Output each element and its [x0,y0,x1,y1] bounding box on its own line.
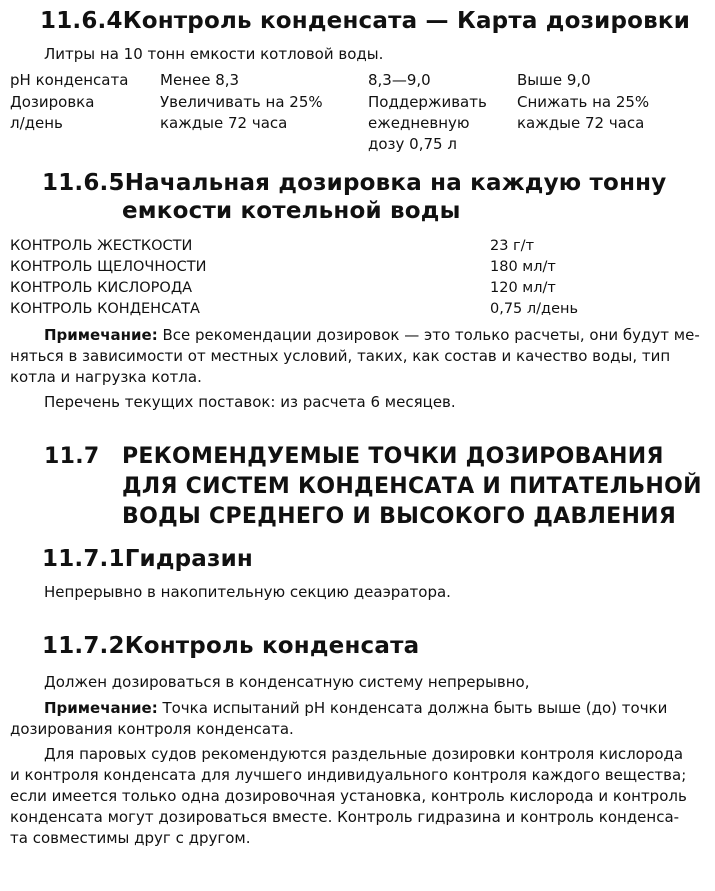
note-text: Все рекомендации дозировок — это только расчеты, они будут ме- [157,326,700,344]
table-cell: л/день [10,114,63,132]
heading-11-7-1: 11.7.1Гидразин [42,546,253,572]
section-number-11-7: 11.7 [44,444,100,469]
table-cell: Выше 9,0 [517,71,591,89]
table-cell: каждые 72 часа [160,114,288,132]
table-cell: Снижать на 25% [517,93,650,111]
intro-text: Литры на 10 тонн емкости котловой воды. [44,45,384,63]
note-text: Точка испытаний рН конденсата должна быть выше (до) точки [157,699,668,717]
hydrazine-text: Непрерывно в накопительную секцию деаэратора. [44,583,451,601]
paragraph-line: если имеется только одна дозировочная установка, контроль кислорода и контроль [10,787,687,805]
list-item-value: 120 мл/т [490,280,556,296]
table-cell: 8,3—9,0 [368,71,431,89]
note-line: котла и нагрузка котла. [10,368,202,386]
supplies-text: Перечень текущих поставок: из расчета 6 месяцев. [44,393,456,411]
paragraph-line: та совместимы друг с другом. [10,829,251,847]
section-title-line: ВОДЫ СРЕДНЕГО И ВЫСОКОГО ДАВЛЕНИЯ [122,504,677,529]
list-item-name: КОНТРОЛЬ КИСЛОРОДА [10,280,193,296]
list-item-value: 0,75 л/день [490,301,579,317]
section-title-line: РЕКОМЕНДУЕМЫЕ ТОЧКИ ДОЗИРОВАНИЯ [122,444,664,469]
table-cell: ежедневную [368,114,470,132]
list-item-name: КОНТРОЛЬ ЩЕЛОЧНОСТИ [10,259,207,275]
condensate-text: Должен дозироваться в конденсатную систему непрерывно, [44,673,530,691]
list-item-value: 23 г/т [490,238,535,254]
note-label: Примечание: [44,326,158,344]
table-cell: рН конденсата [10,71,129,89]
list-item-name: КОНТРОЛЬ КОНДЕНСАТА [10,301,200,317]
table-cell: Менее 8,3 [160,71,240,89]
table-cell: Дозировка [10,93,95,111]
note-line: дозирования контроля конденсата. [10,720,294,738]
paragraph-line: конденсата могут дозироваться вместе. Контроль гидразина и контроль конденса- [10,808,680,826]
heading-11-6-4: 11.6.4Контроль конденсата — Карта дозировки [40,8,691,34]
paragraph-line: и контроля конденсата для лучшего индивидуального контроля каждого вещества; [10,766,687,784]
heading-11-6-5-line1: 11.6.5Начальная дозировка на каждую тонну [42,170,667,196]
note-line: няться в зависимости от местных условий, таких, как состав и качество воды, тип [10,347,671,365]
table-cell: дозу 0,75 л [368,135,457,153]
heading-11-7-2: 11.7.2Контроль конденсата [42,633,420,659]
table-cell: Увеличивать на 25% [160,93,323,111]
note-line [44,325,700,346]
section-title-line: ДЛЯ СИСТЕМ КОНДЕНСАТА И ПИТАТЕЛЬНОЙ [122,474,702,499]
list-item-name: КОНТРОЛЬ ЖЕСТКОСТИ [10,238,193,254]
table-cell: Поддерживать [368,93,487,111]
list-item-value: 180 мл/т [490,259,556,275]
paragraph-line: Для паровых судов рекомендуются раздельные дозировки контроля кислорода [44,745,684,763]
table-cell: каждые 72 часа [517,114,645,132]
note-line [44,698,667,719]
heading-11-6-5-line2: емкости котельной воды [122,198,461,224]
note-label: Примечание: [44,699,158,717]
